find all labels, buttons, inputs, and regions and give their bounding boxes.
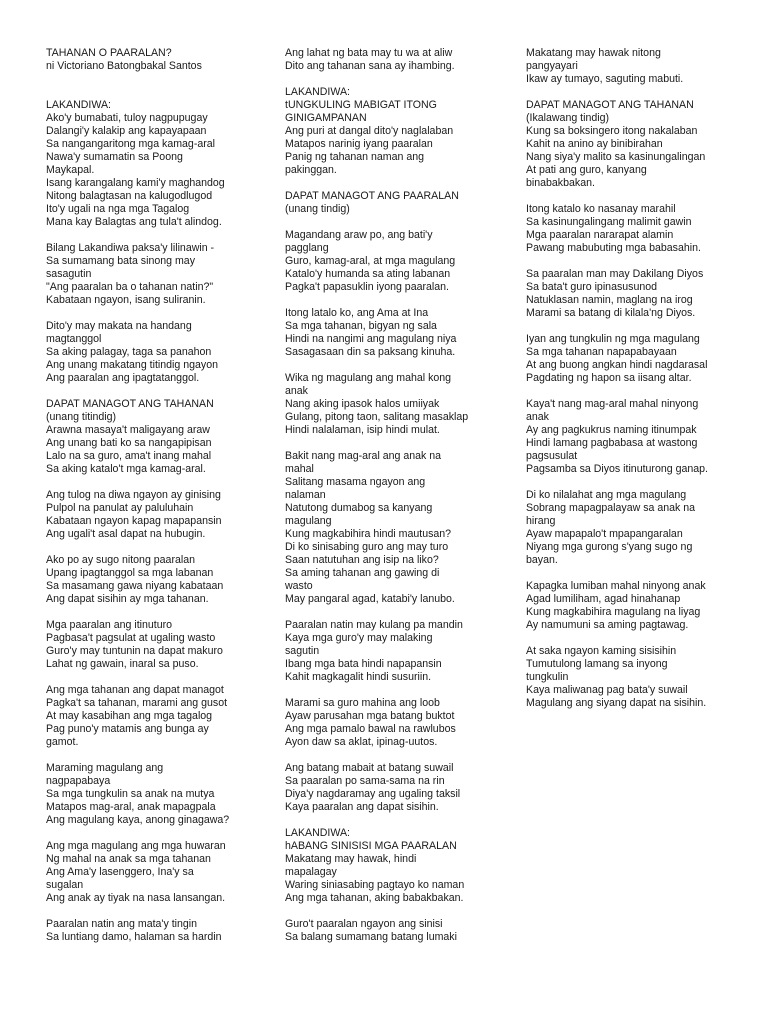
poem-line: pagglang	[285, 242, 329, 254]
poem-line: Isang karangalang kami'y maghandog	[46, 177, 225, 189]
stanza-gap	[46, 671, 260, 684]
poem-line: Sa mga tahanan, bigyan ng sala	[285, 320, 437, 332]
poem-line: DAPAT MANAGOT ANG PAARALAN	[285, 190, 459, 202]
poem-line: At ang buong angkan hindi nagdarasal	[526, 359, 708, 371]
poem-line: Kaya't nang mag-aral mahal ninyong	[526, 398, 699, 410]
poem-line: Ang tulog na diwa ngayon ay ginising	[46, 489, 221, 501]
poem-line: Pag puno'y matamis ang bunga ay	[46, 723, 209, 735]
stanza-gap	[285, 749, 493, 762]
stanza-gap	[526, 320, 750, 333]
poem-line: Bilang Lakandiwa paksa'y lilinawin -	[46, 242, 215, 254]
poem-line: Sa kasinungalingang malimit gawin	[526, 216, 692, 228]
poem-line: Ikaw ay tumayo, saguting mabuti.	[526, 73, 684, 85]
poem-line: (Ikalawang tindig)	[526, 112, 610, 124]
poem-line: magulang	[285, 515, 332, 527]
poem-line: Sasagasaan din sa paksang kinuha.	[285, 346, 456, 358]
stanza-gap	[46, 749, 260, 762]
poem-line: Ang paaralan ang ipagtatanggol.	[46, 372, 200, 384]
poem-line: Niyang mga gurong s'yang sugo ng	[526, 541, 693, 553]
stanza-gap	[526, 632, 750, 645]
poem-line: Kabataan ngayon kapag mapapansin	[46, 515, 222, 527]
poem-line: Sa sumamang bata sinong may	[46, 255, 195, 267]
poem-line: Ito'y ugali na nga mga Tagalog	[46, 203, 190, 215]
poem-line: Hindi na nangimi ang magulang niya	[285, 333, 457, 345]
poem-line: Panig ng tahanan naman ang	[285, 151, 425, 163]
poem-line: At pati ang guro, kanyang	[526, 164, 647, 176]
poem-line: Ang Ama'y lasenggero, Ina'y sa	[46, 866, 194, 878]
poem-line: LAKANDIWA:	[285, 86, 350, 98]
stanza-gap	[285, 359, 493, 372]
poem-line: pakinggan.	[285, 164, 337, 176]
poem-line: Nawa'y sumamatin sa Poong	[46, 151, 183, 163]
poem-line: ni Victoriano Batongbakal Santos	[46, 60, 202, 72]
poem-column-2	[285, 47, 493, 944]
poem-line: Kung magkabihira hindi mautusan?	[285, 528, 452, 540]
stanza-gap	[285, 294, 493, 307]
poem-line: Iyan ang tungkulin ng mga magulang	[526, 333, 700, 345]
poem-line: pangyayari	[526, 60, 578, 72]
poem-line: Waring siniasabing pagtayo ko naman	[285, 879, 465, 891]
poem-line: Ang puri at dangal dito'y naglalaban	[285, 125, 454, 137]
poem-line: Mana kay Balagtas ang tula't alindog.	[46, 216, 222, 228]
stanza-gap	[46, 541, 260, 554]
poem-line: tUNGKULING MABIGAT ITONG	[285, 99, 437, 111]
poem-line: Sa bata't guro ipinasusunod	[526, 281, 658, 293]
poem-line: Bakit nang mag-aral ang anak na	[285, 450, 442, 462]
poem-line: Pagbasa't pagsulat at ugaling wasto	[46, 632, 216, 644]
poem-line: Hindi nalalaman, isip hindi mulat.	[285, 424, 440, 436]
stanza-gap	[285, 905, 493, 918]
poem-line: Sa aking palagay, taga sa panahon	[46, 346, 212, 358]
poem-line: Diya'y nagdaramay ang ugaling taksil	[285, 788, 461, 800]
poem-line: LAKANDIWA:	[46, 99, 111, 111]
poem-line: Makatang may hawak nitong	[526, 47, 661, 59]
poem-line: anak	[285, 385, 308, 397]
poem-line: Makatang may hawak, hindi	[285, 853, 417, 865]
poem-line: Dito'y may makata na handang	[46, 320, 192, 332]
poem-line: Nitong balagtasan na kalugodlugod	[46, 190, 213, 202]
poem-line: Kung sa boksingero itong nakalaban	[526, 125, 698, 137]
poem-line: "Ang paaralan ba o tahanan natin?"	[46, 281, 214, 293]
poem-line: Kapagka lumiban mahal ninyong anak	[526, 580, 706, 592]
poem-line: Maraming magulang ang	[46, 762, 164, 774]
poem-line: (unang titindig)	[46, 411, 117, 423]
stanza-gap	[285, 216, 493, 229]
poem-line: Tumutulong lamang sa inyong	[526, 658, 668, 670]
stanza-gap	[526, 567, 750, 580]
stanza-gap	[46, 905, 260, 918]
poem-line: LAKANDIWA:	[285, 827, 350, 839]
poem-line: At saka ngayon kaming sisisihin	[526, 645, 677, 657]
poem-line: TAHANAN O PAARALAN?	[46, 47, 172, 59]
poem-line: bayan.	[526, 554, 558, 566]
poem-line: Upang ipagtanggol sa mga labanan	[46, 567, 214, 579]
poem-line: Natuklasan namin, maglang na irog	[526, 294, 693, 306]
poem-line: Hindi lamang pagbabasa at wastong	[526, 437, 698, 449]
poem-line: Arawna masaya't maligayang araw	[46, 424, 210, 436]
poem-line: Saan natutuhan ang isip na liko?	[285, 554, 439, 566]
stanza-gap	[526, 86, 750, 99]
poem-line: hABANG SINISISI MGA PAARALAN	[285, 840, 457, 852]
poem-line: Pagdating ng hapon sa iisang altar.	[526, 372, 692, 384]
poem-line: Ang mga magulang ang mga huwaran	[46, 840, 226, 852]
poem-line: Dalangi'y kalakip ang kapayapaan	[46, 125, 207, 137]
poem-line: Ang batang mabait at batang suwail	[285, 762, 454, 774]
poem-line: Kaya mga guro'y may malaking	[285, 632, 433, 644]
stanza-gap	[285, 177, 493, 190]
poem-line: mahal	[285, 463, 314, 475]
poem-line: Kung magkabihira magulang na liyag	[526, 606, 701, 618]
poem-line: Gulang, pitong taon, salitang masaklap	[285, 411, 469, 423]
poem-line: (unang tindig)	[285, 203, 350, 215]
poem-line: Kahit na anino ay binibirahan	[526, 138, 663, 150]
poem-line: Kaya maliwanag pag bata'y suwail	[526, 684, 688, 696]
poem-line: Lahat ng gawain, inaral sa puso.	[46, 658, 199, 670]
stanza-gap	[285, 73, 493, 86]
poem-line: Marami sa batang di kilala'ng Diyos.	[526, 307, 696, 319]
stanza-gap	[285, 606, 493, 619]
poem-line: Ay ang pagkukrus naming itinumpak	[526, 424, 697, 436]
poem-line: Agad lumiliham, agad hinahanap	[526, 593, 681, 605]
poem-line: wasto	[285, 580, 313, 592]
poem-line: sagutin	[285, 645, 320, 657]
poem-line: May pangaral agad, katabi'y lanubo.	[285, 593, 455, 605]
poem-line: pagsusulat	[526, 450, 578, 462]
poem-line: Salitang masama ngayon ang	[285, 476, 426, 488]
stanza-gap	[526, 255, 750, 268]
poem-line: Ayaw mapapalo't mpapangaralan	[526, 528, 683, 540]
poem-line: Guro't paaralan ngayon ang sinisi	[285, 918, 443, 930]
poem-line: Ang unang makatang titindig ngayon	[46, 359, 218, 371]
poem-line: magtanggol	[46, 333, 102, 345]
poem-line: Dito ang tahanan sana ay ihambing.	[285, 60, 455, 72]
poem-line: sasagutin	[46, 268, 92, 280]
poem-line: Guro'y may tuntunin na dapat makuro	[46, 645, 223, 657]
stanza-gap	[526, 385, 750, 398]
poem-line: Mga paaralan ang itinuturo	[46, 619, 173, 631]
poem-line: hirang	[526, 515, 556, 527]
poem-line: Sa aking katalo't mga kamag-aral.	[46, 463, 206, 475]
poem-line: Sa luntiang damo, halaman sa hardin	[46, 931, 222, 943]
poem-line: Matapos mag-aral, anak mapagpala	[46, 801, 216, 813]
poem-line: Ang magulang kaya, anong ginagawa?	[46, 814, 230, 826]
poem-line: Ay namumuni sa aming pagtawag.	[526, 619, 689, 631]
poem-line: Sa paaralan po sama-sama na rin	[285, 775, 445, 787]
poem-line: anak	[526, 411, 549, 423]
stanza-gap	[285, 814, 493, 827]
stanza-gap	[46, 73, 260, 86]
poem-line: Itong katalo ko nasanay marahil	[526, 203, 676, 215]
poem-line: Kabataan ngayon, isang suliranin.	[46, 294, 206, 306]
poem-line: Sa nangangaritong mga kamag-aral	[46, 138, 216, 150]
poem-line: Ang lahat ng bata may tu wa at aliw	[285, 47, 453, 59]
poem-line: Ang ugali't asal dapat na hubugin.	[46, 528, 206, 540]
poem-line: Sobrang mapagpalayaw sa anak na	[526, 502, 696, 514]
poem-line: Sa masamang gawa niyang kabataan	[46, 580, 224, 592]
poem-line: Ibang mga bata hindi napapansin	[285, 658, 442, 670]
poem-line: gamot.	[46, 736, 79, 748]
poem-line: Pawang mabubuting mga babasahin.	[526, 242, 701, 254]
poem-line: Lalo na sa guro, ama't inang mahal	[46, 450, 212, 462]
poem-line: Sa aming tahanan ang gawing di	[285, 567, 440, 579]
poem-line: Ako po ay sugo nitong paaralan	[46, 554, 196, 566]
poem-line: Paaralan natin ang mata'y tingin	[46, 918, 198, 930]
stanza-gap	[526, 476, 750, 489]
poem-column-1	[46, 47, 260, 944]
poem-line: Ako'y bumabati, tuloy nagpupugay	[46, 112, 208, 124]
stanza-gap	[46, 606, 260, 619]
poem-line: Kahit magkagalit hindi susuriin.	[285, 671, 432, 683]
poem-line: Mga paaralan nararapat alamin	[526, 229, 674, 241]
stanza-gap	[46, 307, 260, 320]
poem-line: Ng mahal na anak sa mga tahanan	[46, 853, 211, 865]
poem-line: Matapos narinig iyang paaralan	[285, 138, 433, 150]
stanza-gap	[285, 437, 493, 450]
poem-line: DAPAT MANAGOT ANG TAHANAN	[526, 99, 694, 111]
poem-line: Magandang araw po, ang bati'y	[285, 229, 433, 241]
poem-line: Paaralan natin may kulang pa mandin	[285, 619, 463, 631]
poem-line: Nang siya'y malito sa kasinungalingan	[526, 151, 706, 163]
poem-line: Magulang ang siyang dapat na sisihin.	[526, 697, 707, 709]
stanza-gap	[46, 476, 260, 489]
poem-line: Katalo'y humanda sa ating labanan	[285, 268, 451, 280]
poem-line: Pagka't sa tahanan, marami ang gusot	[46, 697, 228, 709]
stanza-gap	[46, 827, 260, 840]
stanza-gap	[46, 385, 260, 398]
poem-line: Pulpol na panulat ay paluluhain	[46, 502, 194, 514]
poem-line: GINIGAMPANAN	[285, 112, 367, 124]
poem-line: tungkulin	[526, 671, 569, 683]
poem-line: Ayon daw sa aklat, ipinag-uutos.	[285, 736, 438, 748]
poem-line: DAPAT MANAGOT ANG TAHANAN	[46, 398, 214, 410]
poem-line: Pagka't papasuklin iyong paaralan.	[285, 281, 449, 293]
poem-line: Ang anak ay tiyak na nasa lansangan.	[46, 892, 226, 904]
stanza-gap	[526, 190, 750, 203]
poem-column-3	[526, 47, 750, 710]
poem-line: nalaman	[285, 489, 326, 501]
poem-line: Ayaw parusahan mga batang buktot	[285, 710, 455, 722]
poem-line: Di ko sinisabing guro ang may turo	[285, 541, 449, 553]
poem-line: At may kasabihan ang mga tagalog	[46, 710, 213, 722]
poem-line: Sa paaralan man may Dakilang Diyos	[526, 268, 704, 280]
poem-line: Sa mga tahanan napapabayaan	[526, 346, 677, 358]
poem-line: Ang dapat sisihin ay mga tahanan.	[46, 593, 209, 605]
poem-line: Maykapal.	[46, 164, 95, 176]
stanza-gap	[285, 684, 493, 697]
stanza-gap	[46, 86, 260, 99]
poem-line: Itong latalo ko, ang Ama at Ina	[285, 307, 429, 319]
stanza-gap	[46, 229, 260, 242]
poem-line: sugalan	[46, 879, 84, 891]
poem-line: Ang unang bati ko sa nangapipisan	[46, 437, 212, 449]
poem-line: Sa mga tungkulin sa anak na mutya	[46, 788, 215, 800]
poem-line: Natutong dumabog sa kanyang	[285, 502, 433, 514]
poem-line: Di ko nilalahat ang mga magulang	[526, 489, 687, 501]
poem-line: Marami sa guro mahina ang loob	[285, 697, 440, 709]
poem-line: Pagsamba sa Diyos itinuturong ganap.	[526, 463, 708, 475]
poem-line: Kaya paaralan ang dapat sisihin.	[285, 801, 439, 813]
poem-line: Nang aking ipasok halos umiiyak	[285, 398, 440, 410]
poem-line: Ang mga pamalo bawal na rawlubos	[285, 723, 456, 735]
poem-line: binabakbakan.	[526, 177, 595, 189]
poem-line: Ang mga tahanan, aking babakbakan.	[285, 892, 464, 904]
poem-line: Ang mga tahanan ang dapat managot	[46, 684, 224, 696]
poem-line: nagpapabaya	[46, 775, 111, 787]
poem-line: mapalagay	[285, 866, 337, 878]
poem-line: Sa balang sumamang batang lumaki	[285, 931, 457, 943]
poem-line: Wika ng magulang ang mahal kong	[285, 372, 452, 384]
poem-line: Guro, kamag-aral, at mga magulang	[285, 255, 456, 267]
